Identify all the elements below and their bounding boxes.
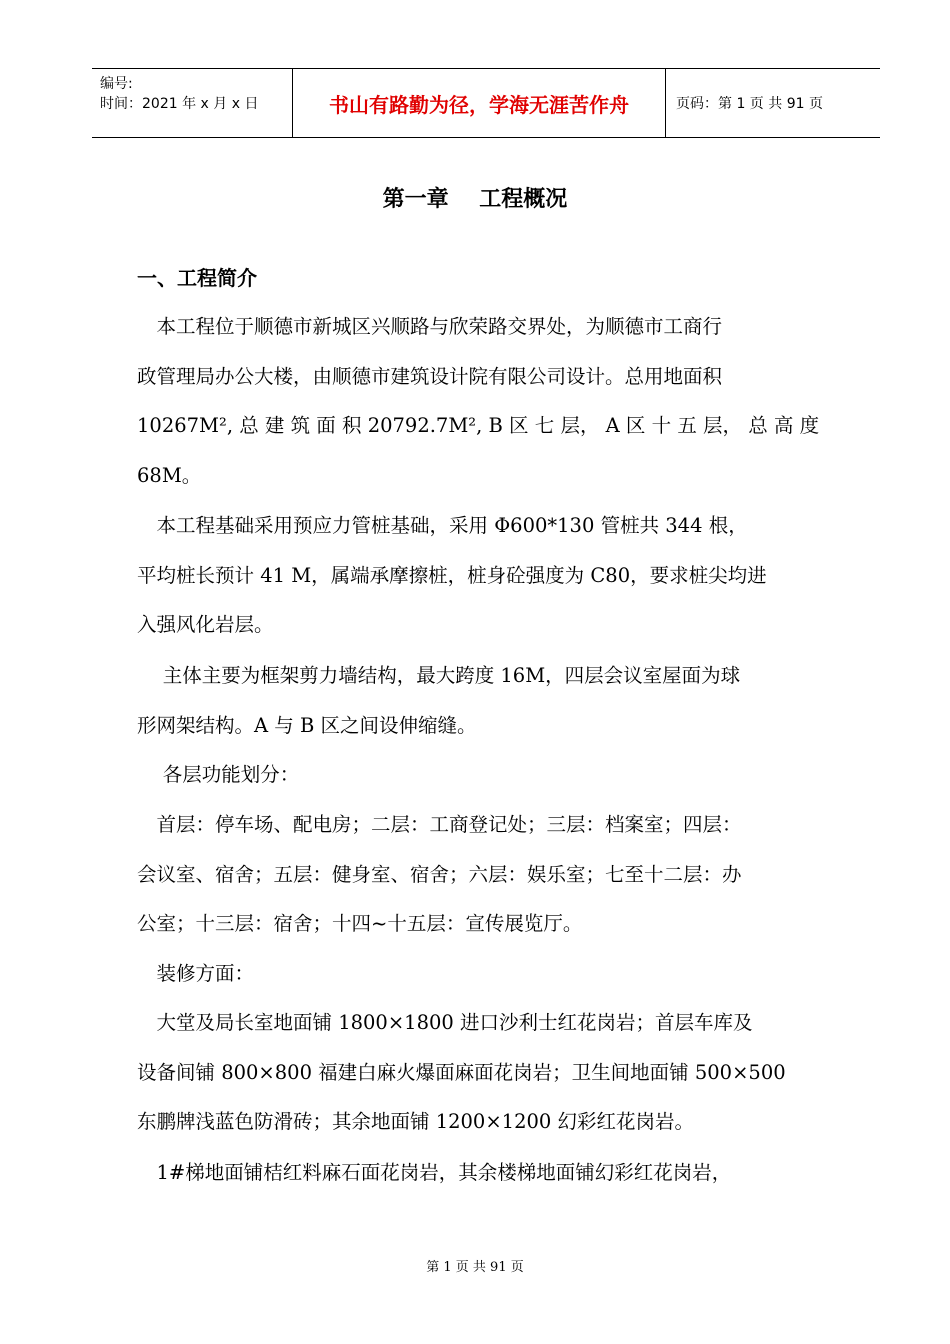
text-line: 东鹏牌浅蓝色防滑砖；其余地面铺 1200×1200 幻彩红花岗岩。 [137, 1110, 694, 1133]
paragraph-floors [137, 800, 837, 949]
text-line: 本工程位于顺德市新城区兴顺路与欣荣路交界处，为顺德市工商行 [137, 315, 723, 338]
paragraph-decoration-heading [137, 949, 837, 999]
paragraph-floors-heading [137, 750, 837, 800]
page-footer: 第 1 页 共 91 页 [426, 1260, 524, 1275]
text-line: 设备间铺 800×800 福建白麻火爆面麻面花岗岩；卫生间地面铺 500×500 [137, 1060, 786, 1084]
text-line: 主体主要为框架剪力墙结构，最大跨度 16M，四层会议室屋面为球 [137, 664, 741, 687]
text-line: 首层：停车场、配电房；二层：工商登记处；三层：档案室；四层： [137, 813, 742, 836]
text-line: 公室；十三层：宿舍；十四~十五层：宣传展览厅。 [137, 912, 583, 935]
text-line: 68M。 [137, 463, 202, 487]
paragraph-intro [137, 302, 837, 500]
section-title: 一、工程简介 [137, 266, 257, 290]
header-meta-cell [92, 69, 293, 137]
time-label: 时间：2021 年 x 月 x 日 [100, 96, 259, 112]
text-line: 政管理局办公大楼，由顺德市建筑设计院有限公司设计。总用地面积 [137, 364, 723, 388]
text-line: 本工程基础采用预应力管桩基础，采用 Φ600*130 管桩共 344 根， [137, 514, 748, 537]
text-line: 大堂及局长室地面铺 1800×1800 进口沙利士红花岗岩；首层车库及 [137, 1011, 753, 1034]
text-line: 10267M², 总 建 筑 面 积 20792.7M², B 区 七 层， A 区 十 五 层， 总 高 度 [137, 414, 820, 437]
text-line: 形网架结构。A 与 B 区之间设伸缩缝。 [137, 713, 477, 737]
header-page-info: 页码：第 1 页 共 91 页 [676, 96, 823, 112]
paragraph-structure [137, 651, 837, 750]
text-line: 会议室、宿舍；五层：健身室、宿舍；六层：娱乐室；七至十二层：办 [137, 862, 742, 886]
number-label: 编号: [100, 76, 133, 92]
page-header [92, 68, 880, 138]
text-line: 装修方面： [137, 962, 255, 985]
text-line: 入强风化岩层。 [137, 613, 274, 636]
chapter-title: 第一章 工程概况 [382, 186, 568, 212]
paragraph-stairs [137, 1148, 837, 1198]
text-line: 各层功能划分： [137, 763, 300, 786]
text-line: 1#梯地面铺桔红料麻石面花岗岩，其余楼梯地面铺幻彩红花岗岩， [137, 1161, 732, 1184]
paragraph-decoration [137, 998, 837, 1147]
text-line: 平均桩长预计 41 M，属端承摩擦桩，桩身砼强度为 C80，要求桩尖均进 [137, 563, 767, 587]
header-motto: 书山有路勤为径，学海无涯苦作舟 [293, 69, 666, 137]
paragraph-foundation [137, 501, 837, 650]
